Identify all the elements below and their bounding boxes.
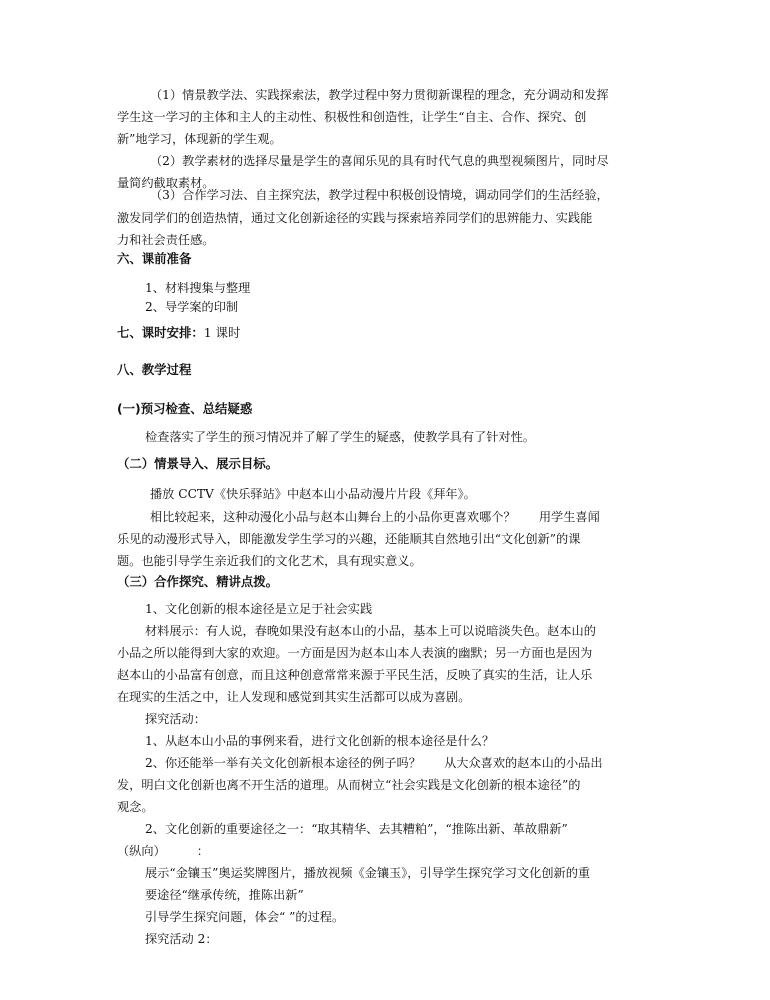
methods-p1-line2: 学生这一学习的主体和主人的主动性、积极性和创造性，让学生“自主、合作、探究、创 — [117, 110, 587, 124]
sub3-line15: 引导学生探究问题，体会“ ”的过程。 — [145, 910, 345, 924]
sub3-line9: 发，明白文化创新也离不开生活的道理。从而树立“社会实践是文化创新的根本途径”的 — [117, 778, 581, 792]
sub2-line3: 乐见的动漫形式导入，即能激发学生学习的兴趣，还能顺其自然地引出“文化创新”的课 — [117, 532, 581, 546]
sub1-heading: (一)预习检查、总结疑惑 — [117, 401, 253, 416]
sub1-text: 检查落实了学生的预习情况并了解了学生的疑惑，使教学具有了针对性。 — [145, 430, 535, 444]
sub2-line4: 题。也能引导学生亲近我们的文化艺术，具有现实意义。 — [117, 554, 422, 568]
sub3-line8: 2、你还能举一举有关文化创新根本途径的例子吗？ 从大众喜欢的赵本山的小品出 — [145, 756, 603, 770]
sub3-line7: 1、从赵本山小品的事例来看，进行文化创新的根本途径是什么？ — [145, 734, 495, 748]
sub3-line5: 在现实的生活之中，让人发现和感觉到其实生活都可以成为喜剧。 — [117, 690, 471, 704]
sub3-line2: 材料展示：有人说，春晚如果没有赵本山的小品，基本上可以说暗淡失色。赵本山的 — [145, 624, 596, 638]
methods-p2-line1: （2）教学素材的选择尽量是学生的喜闻乐见的具有时代气息的典型视频图片，同时尽 — [150, 154, 609, 168]
sub3-line1: 1、文化创新的根本途径是立足于社会实践 — [145, 602, 373, 616]
sub3-line3: 小品之所以能得到大家的欢迎。一方面是因为赵本山本人表演的幽默；另一方面也是因为 — [117, 646, 593, 660]
sub3-line12: （纵向） ： — [117, 844, 209, 858]
sub2-heading: （二）情景导入、展示目标。 — [117, 456, 279, 471]
sub3-line10: 观念。 — [117, 800, 154, 814]
methods-p3-line1: （3）合作学习法、自主探究法，教学过程中积极创设情境，调动同学们的生活经验， — [150, 188, 609, 202]
methods-p3-line3: 力和社会责任感。 — [117, 233, 215, 247]
methods-p3-line2: 激发同学们的创造热情，通过文化创新途径的实践与探索培养同学们的思辨能力、实践能 — [117, 211, 593, 225]
sub3-line13: 展示“金镶玉”奥运奖牌图片，播放视频《金镶玉》，引导学生探究学习文化创新的重 — [145, 866, 591, 880]
sub3-line16: 探究活动 2： — [145, 932, 218, 946]
sub3-line14: 要途径“继承传统，推陈出新” — [145, 888, 304, 902]
section6-item-1: 1、材料搜集与整理 — [145, 281, 251, 295]
sub2-line1: 播放 CCTV《快乐驿站》中赵本山小品动漫片片段《拜年》。 — [150, 487, 476, 501]
sub2-line2: 相比较起来，这种动漫化小品与赵本山舞台上的小品你更喜欢哪个？ 用学生喜闻 — [150, 510, 600, 524]
section7-value: 1 课时 — [203, 325, 241, 340]
sub3-line4: 赵本山的小品富有创意，而且这种创意常常来源于平民生活，反映了真实的生活，让人乐 — [117, 668, 593, 682]
methods-p1-line1: （1）情景教学法、实践探索法，教学过程中努力贯彻新课程的理念，充分调动和发挥 — [150, 88, 609, 102]
methods-p1-line3: 新”地学习，体现新的学生观。 — [117, 132, 282, 146]
section7-title: 七、课时安排： — [117, 325, 204, 340]
section6-heading: 六、课前准备 — [117, 251, 192, 266]
sub3-heading: （三）合作探究、精讲点拨。 — [117, 574, 279, 589]
section7-heading — [117, 322, 240, 344]
section6-item-2: 2、导学案的印制 — [145, 300, 239, 314]
sub3-line11: 2、文化创新的重要途径之一：“取其精华、去其糟粕”，“推陈出新、革故鼎新” — [145, 822, 568, 836]
sub3-line6: 探究活动： — [145, 712, 206, 726]
methods-p2-line2: 量简约截取素材。 — [117, 176, 215, 190]
section8-heading: 八、教学过程 — [117, 362, 192, 377]
